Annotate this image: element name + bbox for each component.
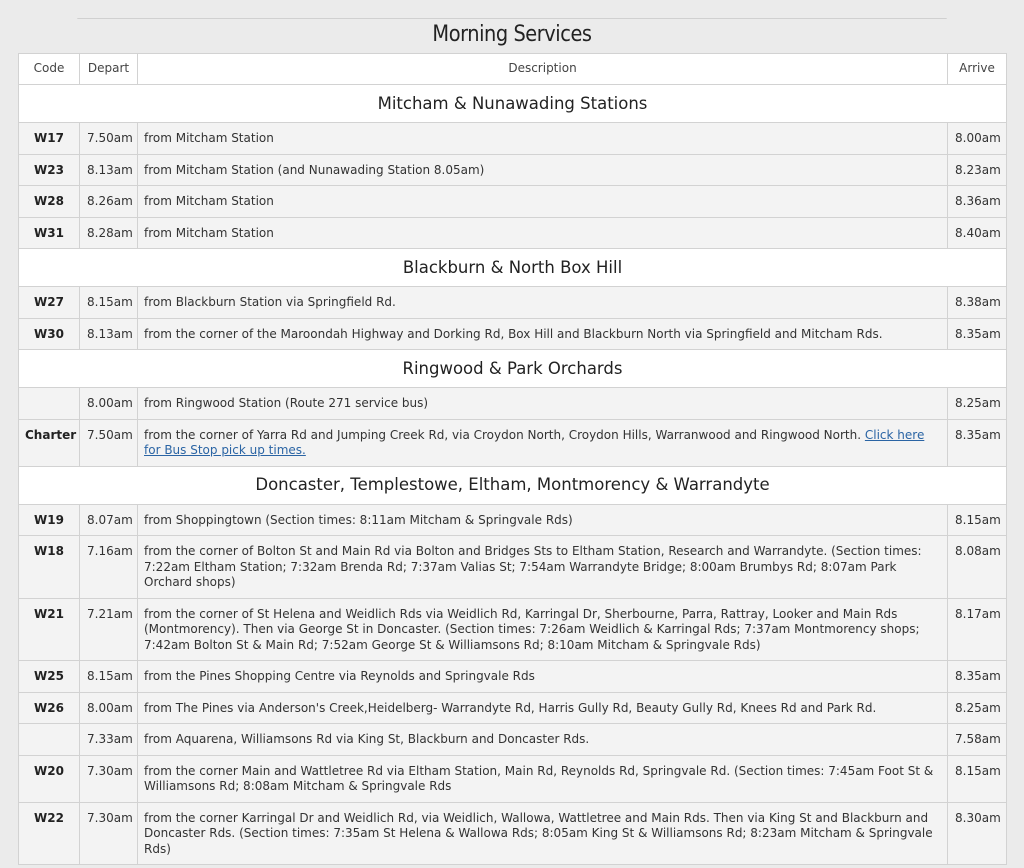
header-code: Code bbox=[19, 54, 80, 85]
arrive-time: 8.25am bbox=[948, 692, 1007, 724]
route-code: W17 bbox=[19, 123, 80, 155]
description-text: from Blackburn Station via Springfield Rd. bbox=[144, 295, 396, 309]
route-description bbox=[138, 154, 948, 186]
depart-time: 7.16am bbox=[80, 536, 138, 599]
route-description bbox=[138, 388, 948, 420]
route-description bbox=[138, 661, 948, 693]
route-code: W31 bbox=[19, 217, 80, 249]
page-title: Morning Services bbox=[77, 18, 946, 53]
depart-time: 7.50am bbox=[80, 419, 138, 466]
arrive-time: 8.17am bbox=[948, 598, 1007, 661]
depart-time: 8.00am bbox=[80, 692, 138, 724]
description-text: from The Pines via Anderson's Creek,Heidelberg- Warrandyte Rd, Harris Gully Rd, Beauty Gully Rd, Knees Rd and Park Rd. bbox=[144, 700, 877, 715]
description-text: from the Pines Shopping Centre via Reynolds and Springvale Rds bbox=[144, 669, 535, 683]
table-row bbox=[19, 186, 1007, 218]
table-row bbox=[19, 598, 1007, 661]
route-code bbox=[19, 388, 80, 420]
table-row bbox=[19, 287, 1007, 319]
table-row bbox=[19, 388, 1007, 420]
depart-time: 8.15am bbox=[80, 287, 138, 319]
route-description bbox=[138, 419, 948, 466]
description-text: from the corner Main and Wattletree Rd via Eltham Station, Main Rd, Reynolds Rd, Springvale Rd. (Section times: 7:45am Foot St & Williamsons Rd; 8:08am Mitcham & Springvale Rds bbox=[144, 763, 934, 793]
arrive-time: 8.38am bbox=[948, 287, 1007, 319]
description-text: from Mitcham Station bbox=[144, 225, 274, 240]
timetable-panel bbox=[18, 18, 1006, 865]
route-description bbox=[138, 598, 948, 661]
route-description bbox=[138, 217, 948, 249]
description-text: from Ringwood Station (Route 271 service bus) bbox=[144, 396, 429, 410]
description-text: from the corner of the Maroondah Highway and Dorking Rd, Box Hill and Blackburn North via Springfield and Mitcham Rds. bbox=[144, 326, 883, 341]
depart-time: 8.26am bbox=[80, 186, 138, 218]
route-code bbox=[19, 724, 80, 756]
route-code: W25 bbox=[19, 661, 80, 693]
description-text: from Mitcham Station bbox=[144, 194, 274, 208]
arrive-time: 8.35am bbox=[948, 318, 1007, 350]
arrive-time: 8.35am bbox=[948, 419, 1007, 466]
depart-time: 8.13am bbox=[80, 154, 138, 186]
table-row bbox=[19, 536, 1007, 599]
route-code: W28 bbox=[19, 186, 80, 218]
depart-time: 7.50am bbox=[80, 123, 138, 155]
route-code: W20 bbox=[19, 755, 80, 802]
description-text: from Shoppingtown (Section times: 8:11am Mitcham & Springvale Rds) bbox=[144, 512, 573, 527]
description-text: from the corner of Yarra Rd and Jumping Creek Rd, via Croydon North, Croydon Hills, Warranwood and Ringwood North. bbox=[144, 427, 865, 442]
description-text: from Mitcham Station (and Nunawading Station 8.05am) bbox=[144, 162, 485, 177]
table-row bbox=[19, 217, 1007, 249]
route-code: W30 bbox=[19, 318, 80, 350]
depart-time: 7.21am bbox=[80, 598, 138, 661]
table-row bbox=[19, 661, 1007, 693]
table-row bbox=[19, 755, 1007, 802]
section-row bbox=[19, 466, 1007, 504]
timetable-body bbox=[19, 85, 1007, 865]
route-description bbox=[138, 123, 948, 155]
depart-time: 8.00am bbox=[80, 388, 138, 420]
table-row bbox=[19, 419, 1007, 466]
route-code: Charter bbox=[19, 419, 80, 466]
section-title: Mitcham & Nunawading Stations bbox=[19, 85, 1007, 123]
arrive-time: 8.25am bbox=[948, 388, 1007, 420]
depart-time: 8.15am bbox=[80, 661, 138, 693]
arrive-time: 7.58am bbox=[948, 724, 1007, 756]
section-title: Doncaster, Templestowe, Eltham, Montmorency & Warrandyte bbox=[19, 466, 1007, 504]
depart-time: 7.30am bbox=[80, 802, 138, 865]
depart-time: 7.33am bbox=[80, 724, 138, 756]
table-row bbox=[19, 318, 1007, 350]
table-header-row bbox=[19, 54, 1007, 85]
table-row bbox=[19, 724, 1007, 756]
section-row bbox=[19, 350, 1007, 388]
arrive-time: 8.08am bbox=[948, 536, 1007, 599]
route-description bbox=[138, 692, 948, 724]
route-description bbox=[138, 318, 948, 350]
section-row bbox=[19, 85, 1007, 123]
route-code: W22 bbox=[19, 802, 80, 865]
arrive-time: 8.23am bbox=[948, 154, 1007, 186]
depart-time: 8.13am bbox=[80, 318, 138, 350]
route-description bbox=[138, 536, 948, 599]
description-text: from the corner Karringal Dr and Weidlich Rd, via Weidlich, Wallowa, Wattletree and Main Rds. Then via King St and Blackburn and Doncaster Rds. (Section times: 7:35am St Helena & Wallowa Rds; 8:05am King St & Williamsons Rd; 8:23am Mitcham & Springvale Rds) bbox=[144, 810, 933, 856]
route-code: W19 bbox=[19, 504, 80, 536]
section-title: Blackburn & North Box Hill bbox=[19, 249, 1007, 287]
arrive-time: 8.30am bbox=[948, 802, 1007, 865]
arrive-time: 8.36am bbox=[948, 186, 1007, 218]
header-arrive: Arrive bbox=[948, 54, 1007, 85]
route-code: W18 bbox=[19, 536, 80, 599]
section-title: Ringwood & Park Orchards bbox=[19, 350, 1007, 388]
table-row bbox=[19, 802, 1007, 865]
depart-time: 8.28am bbox=[80, 217, 138, 249]
route-code: W26 bbox=[19, 692, 80, 724]
section-row bbox=[19, 249, 1007, 287]
route-code: W21 bbox=[19, 598, 80, 661]
route-code: W23 bbox=[19, 154, 80, 186]
arrive-time: 8.15am bbox=[948, 504, 1007, 536]
table-row bbox=[19, 154, 1007, 186]
arrive-time: 8.15am bbox=[948, 755, 1007, 802]
description-text: from the corner of Bolton St and Main Rd via Bolton and Bridges Sts to Eltham Station, Research and Warrandyte. (Section times: 7:22am Eltham Station; 7:32am Brenda Rd; 7:37am Valias St; 7:54am Warrandyte Bridge; 8:00am Brumbys Rd; 8:07am Park Orchard shops) bbox=[144, 544, 922, 589]
table-row bbox=[19, 504, 1007, 536]
route-description bbox=[138, 802, 948, 865]
arrive-time: 8.35am bbox=[948, 661, 1007, 693]
route-description bbox=[138, 186, 948, 218]
description-text: from the corner of St Helena and Weidlich Rds via Weidlich Rd, Karringal Dr, Sherbourne, Parra, Rattray, Looker and Main Rds (Montmorency). Then via George St in Doncaster. (Section times: 7:26am Weidlich & Karringal Rds; 7:37am Montmorency shops; 7:42am Bolton St & Main Rd; 7:52am George St & Williamsons Rd; 8:10am Mitcham & Springvale Rds) bbox=[144, 606, 920, 652]
header-description: Description bbox=[138, 54, 948, 85]
depart-time: 8.07am bbox=[80, 504, 138, 536]
arrive-time: 8.00am bbox=[948, 123, 1007, 155]
description-text: from Mitcham Station bbox=[144, 131, 274, 145]
bus-stop-times-link[interactable]: Click here for Bus Stop pick up times. bbox=[144, 427, 925, 457]
table-row bbox=[19, 692, 1007, 724]
route-description bbox=[138, 755, 948, 802]
header-depart: Depart bbox=[80, 54, 138, 85]
route-description bbox=[138, 287, 948, 319]
table-row bbox=[19, 123, 1007, 155]
depart-time: 7.30am bbox=[80, 755, 138, 802]
description-text: from Aquarena, Williamsons Rd via King St, Blackburn and Doncaster Rds. bbox=[144, 732, 590, 746]
route-code: W27 bbox=[19, 287, 80, 319]
timetable bbox=[18, 53, 1007, 865]
arrive-time: 8.40am bbox=[948, 217, 1007, 249]
route-description bbox=[138, 504, 948, 536]
route-description bbox=[138, 724, 948, 756]
